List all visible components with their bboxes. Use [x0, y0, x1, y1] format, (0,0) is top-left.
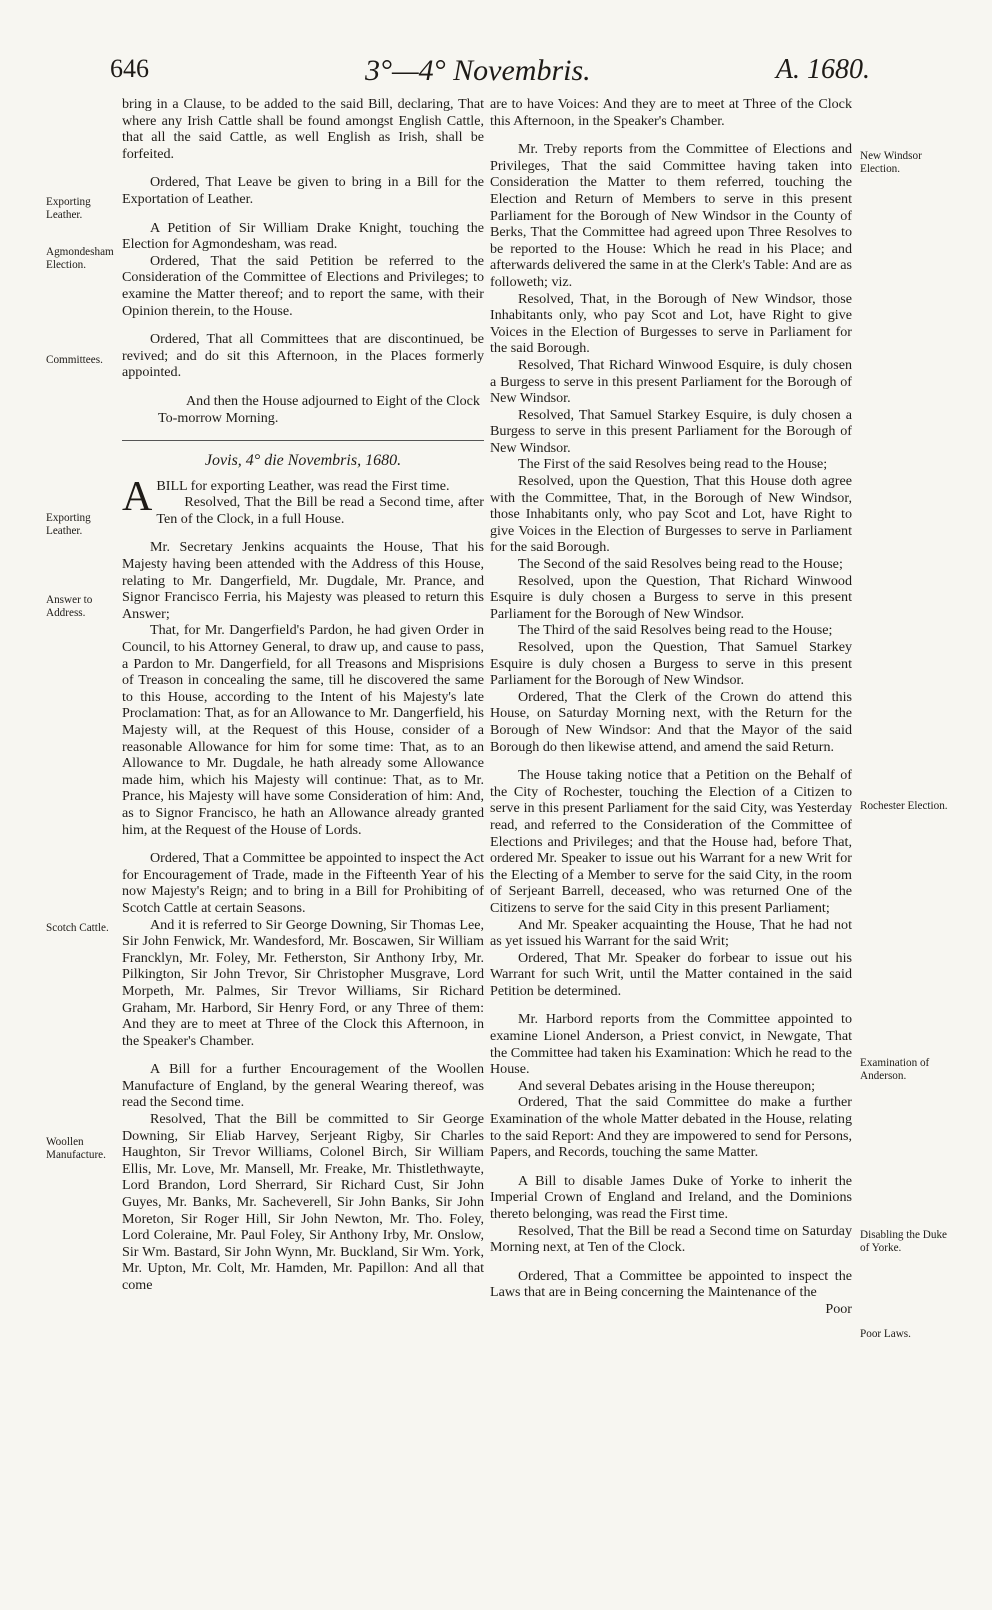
right-column — [490, 96, 852, 1318]
paragraph: A Bill for a further Encouragement of the Woollen Manufacture of England, by the general Wearing thereof, was read the Second time. — [122, 1061, 484, 1111]
paragraph: And several Debates arising in the House thereupon; — [518, 1077, 816, 1094]
paragraph: Ordered, That a Committee be appointed to inspect the Laws that are in Being concerning the Maintenance of the — [490, 1267, 852, 1301]
paragraph: Mr. Harbord reports from the Committee appointed to examine Lionel Anderson, a Priest convict, in Newgate, That the Committee had taken his Examination: Which he read to the House. — [490, 1011, 852, 1078]
paragraph: And it is referred to Sir George Downing, Sir Thomas Lee, Sir John Fenwick, Mr. Wandesford, Mr. Boscawen, Sir William Francklyn, Mr. Foley, Mr. Fetherston, Sir Anthony Irby, Mr. Pilkington, Sir John Trevor, Sir Christopher Musgrave, Lord Morpeth, Mr. Palmes, Sir Trevor Williams, Sir Richard Graham, Mr. Harbord, Sir Henry Ford, or any Three of them: And they are to meet at Three of the Clock this Afternoon, in the Speaker's Chamber. — [122, 916, 484, 1049]
paragraph: Ordered, That the said Petition be referred to the Consideration of the Committee of Elections and Privileges; to examine the Matter thereof; and to report the same, with their Opinion therein, to the House. — [122, 252, 484, 319]
paragraph: Resolved, That Samuel Starkey Esquire, is duly chosen a Burgess to serve in this present Parliament for the Borough of New Windsor. — [490, 406, 852, 456]
margin-note-poor-laws: Poor Laws. — [860, 1328, 911, 1340]
paragraph: And Mr. Speaker acquainting the House, That he had not as yet issued his Warrant for the said Writ; — [490, 916, 852, 950]
paragraph: Mr. Secretary Jenkins acquaints the House, That his Majesty having been attended with the Address of this House, relating to Mr. Dangerfield, Mr. Dugdale, Mr. Prance, and Signor Francisco Ferria, his Majesty was pleased to return this Answer; — [122, 539, 484, 622]
margin-note-rochester: Rochester Election. — [860, 800, 948, 812]
paragraph: Resolved, That, in the Borough of New Windsor, those Inhabitants only, who pay Scot and Lot, have Right to give Voices in the Election of Burgesses to serve in Parliament for the said Borough. — [490, 290, 852, 357]
paragraph: The First of the said Resolves being read to the House; — [518, 456, 828, 473]
paragraph: Resolved, That the Bill be committed to Sir George Downing, Sir Eliab Harvey, Serjeant Rigby, Sir Charles Haughton, Sir Trevor Williams, Colonel Birch, Sir William Ellis, Mr. Love, Mr. Mansell, Mr. Freake, Mr. Thistlethwayte, Lord Brandon, Lord Sherrard, Sir Richard Cust, Sir John Guyes, Mr. Banks, Mr. Sacheverell, Sir John Banks, Sir John Moreton, Sir Roger Hill, Sir John Newton, Mr. Tho. Foley, Lord Coleraine, Mr. Paul Foley, Sir Anthony Irby, Mr. Onslow, Sir Wm. Bastard, Sir John Wynn, Mr. Buckland, Sir Wm. York, Mr. Upton, Mr. Colt, Mr. Hamden, Mr. Papillon: And all that come — [122, 1111, 484, 1293]
paragraph: Ordered, That a Committee be appointed to inspect the Act for Encouragement of Trade, made in the Fifteenth Year of his now Majesty's Reign; and to bring in a Bill for Prohibiting of Scotch Cattle at certain Seasons. — [122, 850, 484, 916]
page-date-heading: 3°—4° Novembris. — [365, 54, 591, 87]
paragraph: Mr. Treby reports from the Committee of Elections and Privileges, That the said Committee having taken into Consideration the Matter to them referred, touching the Election and Return of Members to serve in this present Parliament for the Borough of New Windsor in the County of Berks, That the Committee had agreed upon Three Resolves to be reported to the House: Which he read in his Place; and afterwards delivered the same in at the Clerk's Table: And are as followeth; viz. — [490, 141, 852, 290]
paragraph: Resolved, upon the Question, That Samuel Starkey Esquire is duly chosen a Burgess to serve in this present Parliament for the Borough of New Windsor. — [490, 639, 852, 689]
adjournment: And then the House adjourned to Eight of the Clock To-morrow Morning. — [158, 392, 480, 426]
page-year: A. 1680. — [775, 54, 870, 85]
paragraph: bring in a Clause, to be added to the said Bill, declaring, That where any Irish Cattle shall be found amongst English Cattle, that all the said Cattle, as well English as Irish, shall be forfeited. — [122, 96, 484, 162]
paragraph: A Petition of Sir William Drake Knight, touching the Election for Agmondesham, was read. — [122, 219, 484, 253]
margin-note-agmondesham: Agmondesham Election. — [46, 246, 114, 271]
section-divider — [122, 440, 484, 441]
paragraph: The Third of the said Resolves being read to the House; — [518, 622, 833, 639]
paragraph: Ordered, That Leave be given to bring in a Bill for the Exportation of Leather. — [122, 174, 484, 207]
paragraph: Ordered, That all Committees that are discontinued, be revived; and do sit this Afternoon, in the Places formerly appointed. — [122, 331, 484, 381]
paragraph: That, for Mr. Dangerfield's Pardon, he had given Order in Council, to his Attorney General, to draw up, and cause to pass, a Pardon to Mr. Dangerfield, for all Treasons and Misprisions of Treason in concealing the same, till he discovered the same to this House, according to the Intent of his Majesty's late Proclamation: That, as for an Allowance to Mr. Dangerfield, his Majesty will, at the Request of this House, consider of a reasonable Allowance for him for some time: That, as to an Allowance to Mr. Dugdale, he hath already some Allowance made him, which his Majesty will continue: That, as to Mr. Prance, his Majesty will have some Consideration of him: And, as to Signor Francisco, he hath an Allowance already granted him, at the Request of the House of Lords. — [122, 622, 484, 838]
paragraph: The Second of the said Resolves being read to the House; — [518, 556, 843, 573]
margin-note-answer-address: Answer to Address. — [46, 594, 93, 619]
paragraph: Resolved, That Richard Winwood Esquire, is duly chosen a Burgess to serve in this present Parliament for the Borough of New Windsor. — [490, 356, 852, 407]
paragraph: Resolved, upon the Question, That this House doth agree with the Committee, That, in the Borough of New Windsor, those Inhabitants only, who pay Scot and Lot, have Right to give Voices in the Election of Burgesses to serve in Parliament for the said Borough. — [490, 473, 852, 556]
margin-note-new-windsor: New Windsor Election. — [860, 150, 922, 175]
paragraph: Resolved, That the Bill be read a Second time on Saturday Morning next, at Ten of the Clock. — [490, 1222, 852, 1256]
page-header — [110, 50, 870, 94]
left-column — [122, 96, 484, 1294]
page-number: 646 — [110, 54, 149, 83]
margin-note-woollen: Woollen Manufacture. — [46, 1136, 106, 1161]
paragraph: Ordered, That the Clerk of the Crown do attend this House, on Saturday Morning next, with the Return for the Borough of New Windsor: And that the Mayor of the said Borough do then likewise attend, and amend the said Return. — [490, 688, 852, 755]
catchword: Poor — [825, 1300, 852, 1317]
margin-note-disabling: Disabling the Duke of Yorke. — [860, 1229, 947, 1254]
margin-note-committees: Committees. — [46, 354, 103, 366]
margin-note-exporting-leather-2: Exporting Leather. — [46, 512, 91, 537]
paragraph: are to have Voices: And they are to meet at Three of the Clock this Afternoon, in the Speaker's Chamber. — [490, 96, 852, 129]
paragraph: Resolved, upon the Question, That Richard Winwood Esquire is duly chosen a Burgess to serve in this present Parliament for the Borough of New Windsor. — [490, 572, 852, 622]
paragraph: Resolved, That the Bill be read a Second time, after Ten of the Clock, in a full House. — [156, 494, 484, 527]
margin-note-examination: Examination of Anderson. — [860, 1057, 930, 1082]
margin-note-scotch-cattle: Scotch Cattle. — [46, 922, 109, 934]
paragraph: The House taking notice that a Petition on the Behalf of the City of Rochester, touching the Election of a Citizen to serve in this present Parliament for the said City, was Yesterday read, and referred to the Consideration of the Committee of Elections and Privileges; and that the House had, before That, ordered Mr. Speaker to issue out his Warrant for a new Writ for the Electing of a Member to serve for the said City, in the room of Serjeant Barrell, deceased, who was returned One of the Citizens to serve for the said City in this present Parliament; — [490, 767, 852, 916]
paragraph: ABILL for exporting Leather, was read the First time. — [122, 473, 450, 520]
paragraph: Ordered, That Mr. Speaker do forbear to issue out his Warrant for such Writ, until the Matter contained in the said Petition be determined. — [490, 949, 852, 999]
margin-note-exporting-leather: Exporting Leather. — [46, 196, 91, 221]
day-heading: Jovis, 4° die Novembris, 1680. — [204, 452, 402, 470]
paragraph: Ordered, That the said Committee do make a further Examination of the whole Matter debated in the House, relating to the said Report: And they are impowered to send for Persons, Papers, and Records, touching the same Matter. — [490, 1094, 852, 1161]
drop-cap: A — [122, 473, 153, 520]
paragraph: A Bill to disable James Duke of Yorke to inherit the Imperial Crown of England and Ireland, and the Dominions thereto belonging, was read the First time. — [490, 1172, 852, 1222]
